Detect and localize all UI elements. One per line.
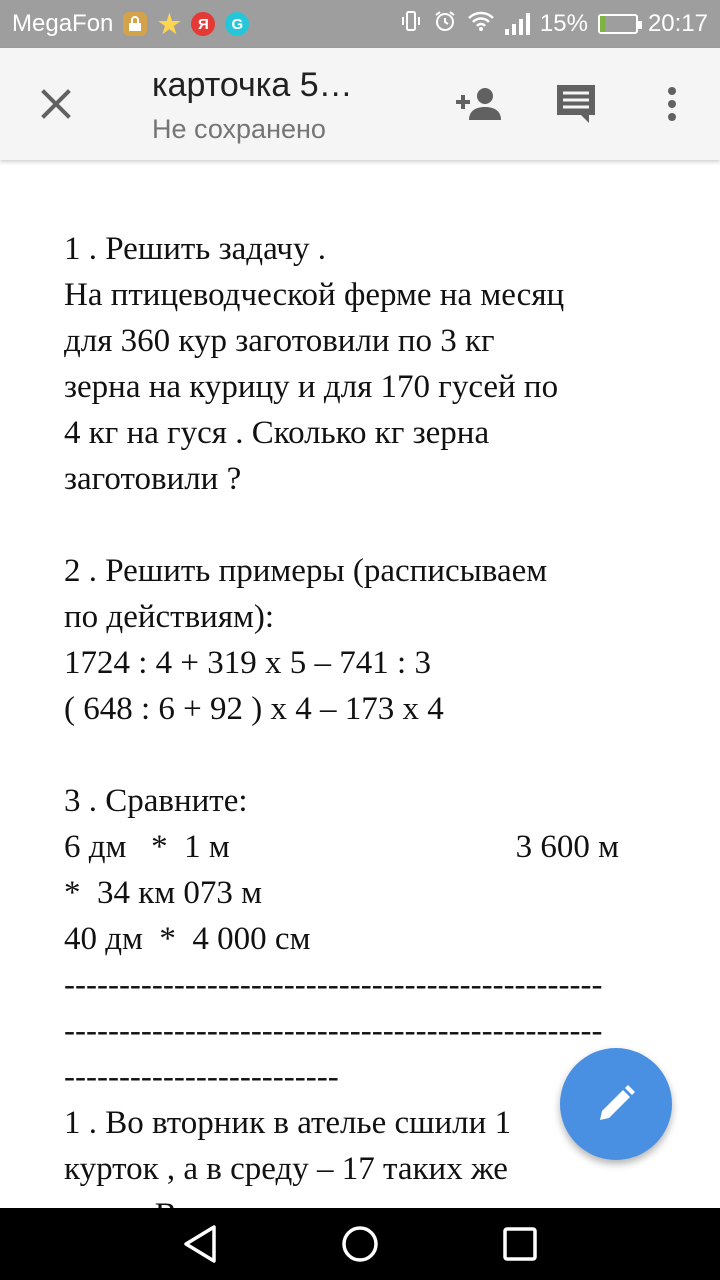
next-task-line: 1 . Во вторник в ателье сшили 1 (64, 1105, 512, 1141)
add-person-icon (455, 86, 503, 122)
task3-heading: 3 . Сравните: (64, 783, 248, 819)
task1-line: для 360 кур заготовили по 3 кг (64, 323, 495, 359)
recents-button[interactable] (484, 1208, 556, 1280)
status-left (12, 10, 249, 38)
task2-line: 1724 : 4 + 319 x 5 – 741 : 3 (64, 645, 431, 681)
blank-line (64, 732, 664, 778)
more-options-button[interactable] (636, 68, 708, 140)
document-title[interactable]: карточка 5… (152, 66, 353, 104)
g-app-icon: G (225, 12, 249, 36)
task1-line: зерна на курицу и для 170 гусей по (64, 369, 559, 405)
recents-icon (502, 1226, 538, 1262)
separator-line: ------------------------- (64, 1059, 339, 1095)
task1-line: 4 кг на гуся . Сколько кг зерна (64, 415, 490, 451)
comment-icon (555, 83, 597, 125)
back-icon (182, 1224, 218, 1264)
blank-line (64, 502, 664, 548)
star-app-icon: ★ (157, 8, 182, 39)
alarm-icon (433, 9, 457, 40)
task2-heading: 2 . Решить примеры (расписываем (64, 553, 548, 589)
yandex-app-icon: Я (191, 12, 215, 36)
compare-row (64, 824, 619, 870)
compare-row: 40 дм * 4 000 см (64, 921, 311, 957)
separator-line: ------------------------------------------------- (64, 967, 603, 1003)
edit-fab-button[interactable] (560, 1048, 672, 1160)
task1-heading: 1 . Решить задачу . (64, 231, 327, 267)
home-icon (340, 1224, 380, 1264)
battery-fill (600, 16, 605, 32)
back-button[interactable] (164, 1208, 236, 1280)
comments-button[interactable] (540, 68, 612, 140)
compare-row: * 34 км 073 м (64, 875, 263, 911)
home-button[interactable] (324, 1208, 396, 1280)
battery-icon (598, 14, 638, 34)
carrier-name: MegaFon (12, 10, 114, 37)
task2-line: по действиям): (64, 599, 275, 635)
next-task-line: курток , а в среду – 17 таких же (64, 1151, 508, 1187)
task1-line: На птицеводческой ферме на месяц (64, 277, 565, 313)
lock-app-icon (123, 12, 147, 36)
app-bar (0, 48, 720, 160)
task2-line: ( 648 : 6 + 92 ) x 4 – 173 x 4 (64, 691, 444, 727)
separator-line: ------------------------------------------------- (64, 1013, 603, 1049)
navigation-bar (0, 1208, 720, 1280)
signal-icon (505, 13, 530, 35)
status-right (399, 9, 708, 40)
close-button[interactable] (20, 68, 92, 140)
edit-pencil-icon (596, 1084, 636, 1124)
compare-left: 6 дм * 1 м (64, 829, 230, 865)
add-collaborator-button[interactable] (443, 68, 515, 140)
more-vert-icon (666, 86, 678, 122)
clock: 20:17 (647, 10, 708, 37)
close-icon (40, 88, 72, 120)
battery-percent: 15% (539, 10, 588, 37)
vibrate-icon (399, 9, 423, 40)
compare-right: 3 600 м (515, 829, 619, 865)
task1-line: заготовили ? (64, 461, 242, 497)
status-bar (0, 0, 720, 48)
wifi-icon (467, 10, 495, 39)
save-status: Не сохранено (152, 114, 326, 144)
